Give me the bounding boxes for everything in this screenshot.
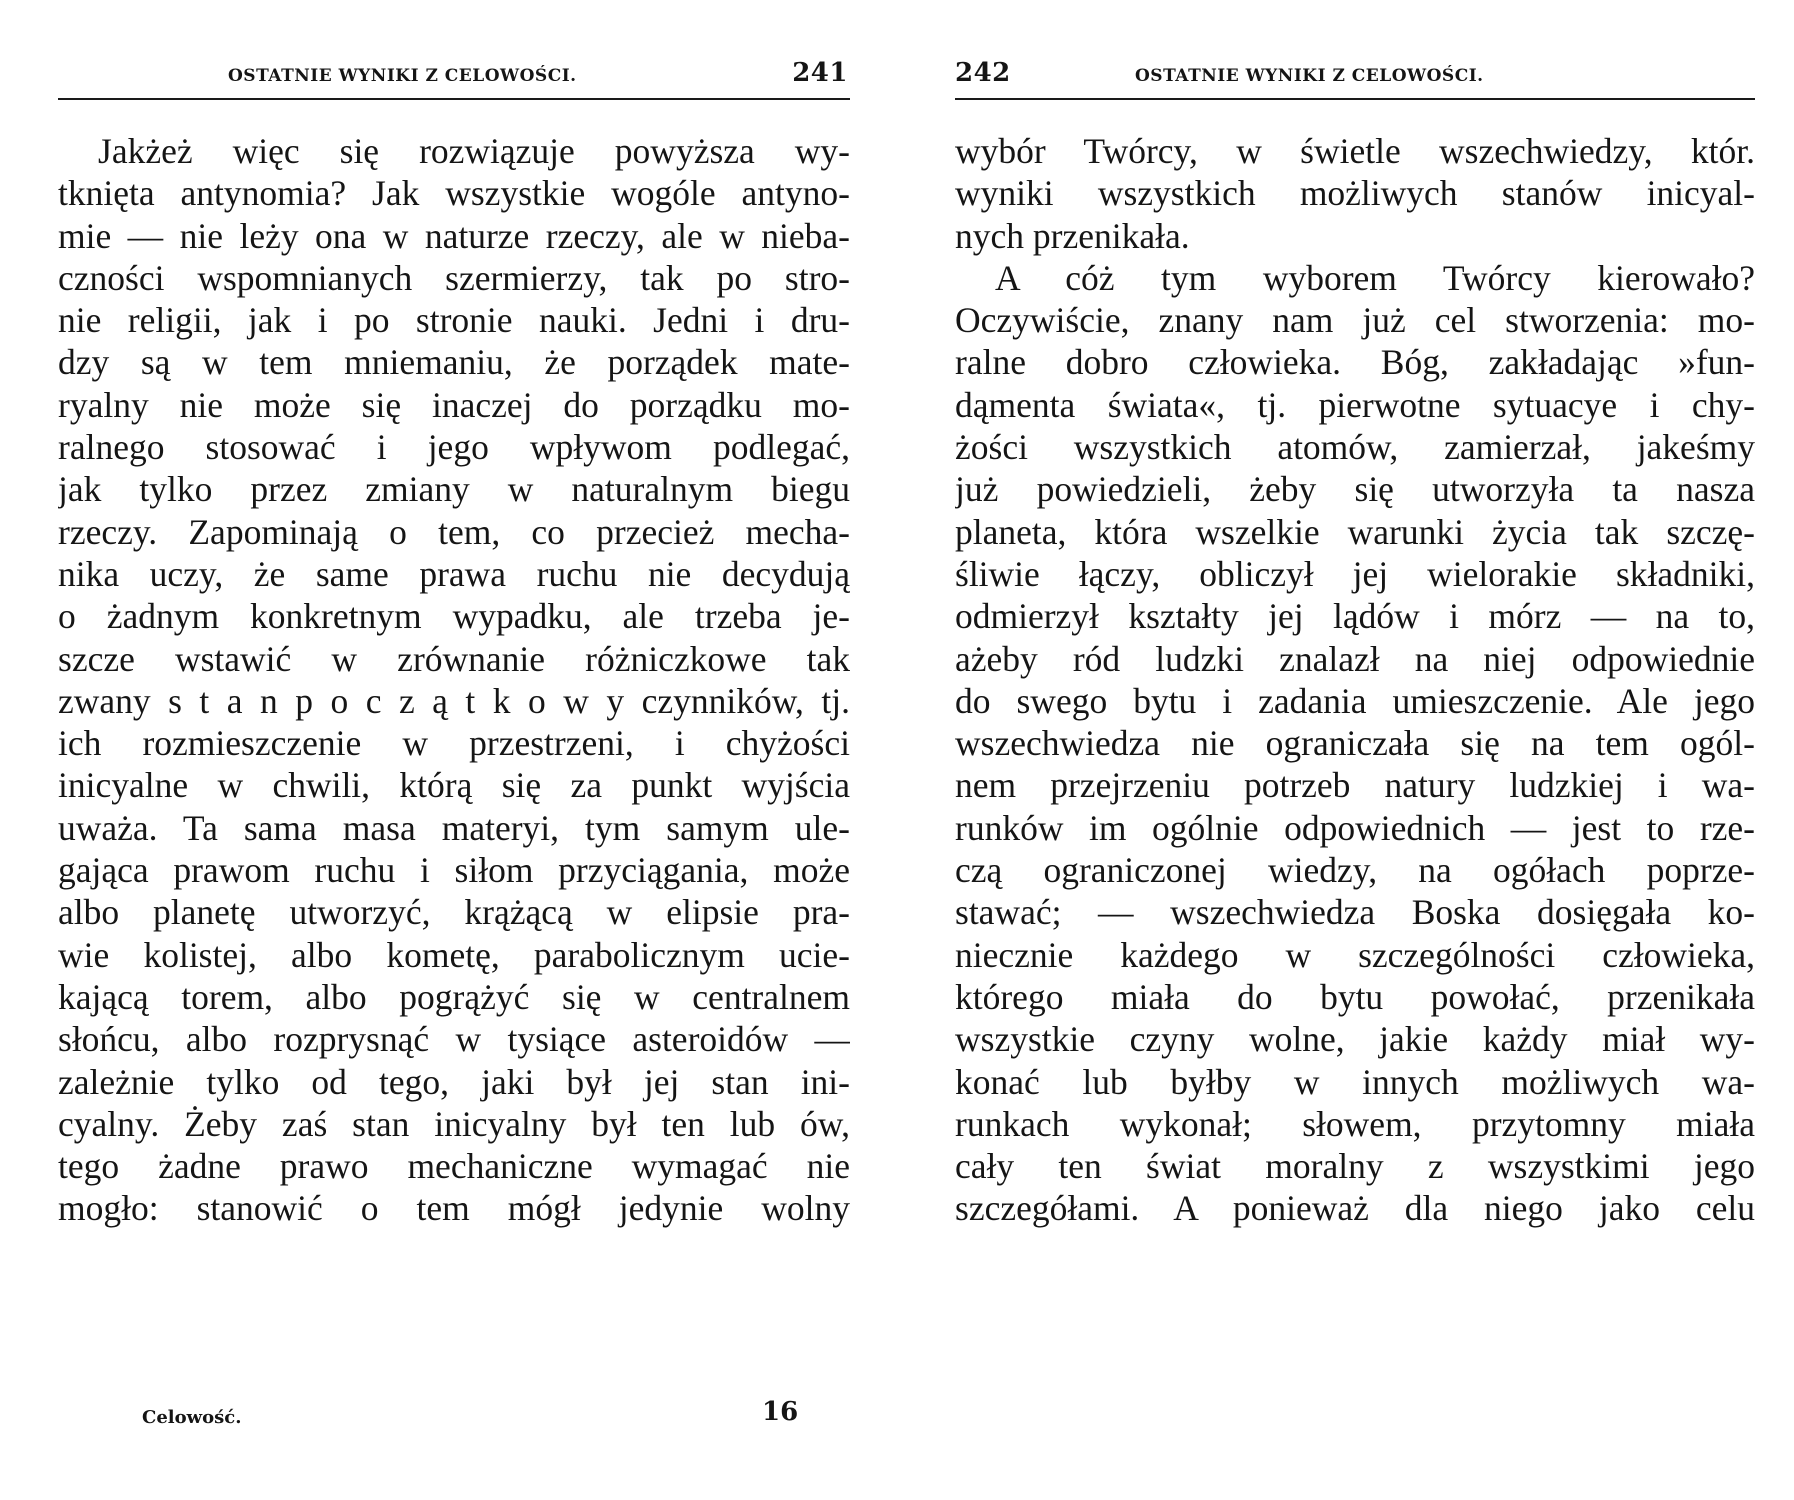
- text-line: tego żadne prawo mechaniczne wymagać nie: [58, 1146, 850, 1187]
- text-line: ralne dobro człowieka. Bóg, zakładając »fun-: [955, 342, 1755, 383]
- text-line: czności wspomnianych szermierzy, tak po stro-: [58, 257, 850, 298]
- text-line: nem przejrzeniu potrzeb natury ludzkiej i wa-: [955, 765, 1755, 806]
- text-line: uważa. Ta sama masa materyi, tym samym ule-: [58, 807, 850, 848]
- text-line: dąmenta świata«, tj. pierwotne sytuacye i chy-: [955, 384, 1755, 425]
- text-line: inicyalne w chwili, którą się za punkt wyjścia: [58, 765, 850, 806]
- text-line: Jakżeż więc się rozwiązuje powyższa wy-: [98, 131, 850, 171]
- text-line: szczegółami. A ponieważ dla niego jako celu: [955, 1188, 1755, 1229]
- text-line: wyniki wszystkich możliwych stanów inicyal-: [955, 173, 1755, 214]
- text-line: gająca prawom ruchu i siłom przyciągania, może: [58, 850, 850, 891]
- right-body-text: [955, 130, 1755, 1230]
- text-line: albo planetę utworzyć, krążącą w elipsie pra-: [58, 892, 850, 933]
- footer-signature: Celowość.: [142, 1407, 242, 1428]
- right-running-head: [955, 52, 1755, 92]
- text-line: konać lub byłby w innych możliwych wa-: [955, 1061, 1755, 1102]
- text-line: stawać; — wszechwiedza Boska dosięgała ko-: [955, 892, 1755, 933]
- left-running-title: OSTATNIE WYNIKI Z CELOWOŚCI.: [228, 66, 577, 86]
- text-line: niecznie każdego w szczególności człowieka,: [955, 934, 1755, 975]
- text-line: zwany s t a n p o c z ą t k o w y czynników, tj.: [58, 680, 850, 721]
- text-line: ich rozmieszczenie w przestrzeni, i chyżości: [58, 723, 850, 764]
- text-line: szcze wstawić w zrównanie różniczkowe tak: [58, 638, 850, 679]
- text-line: planeta, która wszelkie warunki życia tak szczę-: [955, 511, 1755, 552]
- text-line: nika uczy, że same prawa ruchu nie decydują: [58, 553, 850, 594]
- text-line: którego miała do bytu powołać, przenikała: [955, 976, 1755, 1017]
- left-header-rule: [58, 98, 850, 100]
- text-line: cyalny. Żeby zaś stan inicyalny był ten lub ów,: [58, 1103, 850, 1144]
- right-header-rule: [955, 98, 1755, 100]
- text-line: nie religii, jak i po stronie nauki. Jedni i dru-: [58, 300, 850, 341]
- text-line: wszechwiedza nie ograniczała się na tem ogól-: [955, 723, 1755, 764]
- text-line: słońcu, albo rozprysnąć w tysiące asteroidów —: [58, 1019, 850, 1060]
- text-line: do swego bytu i zadania umieszczenie. Ale jego: [955, 680, 1755, 721]
- left-footer: [92, 1397, 799, 1437]
- text-line: nych przenikała.: [955, 215, 1190, 256]
- text-line: dzy są w tem mniemaniu, że porządek mate-: [58, 342, 850, 383]
- left-running-head: [58, 52, 850, 92]
- footer-sheet-number: 16: [762, 1397, 799, 1427]
- text-line: ralnego stosować i jego wpływom podlegać,: [58, 427, 850, 468]
- text-line: mie — nie leży ona w naturze rzeczy, ale w nieba-: [58, 215, 850, 256]
- text-line: śliwie łączy, obliczył jej wielorakie składniki,: [955, 553, 1755, 594]
- right-page-number: 242: [955, 58, 1011, 88]
- left-page-number: 241: [792, 58, 848, 88]
- text-line: jak tylko przez zmiany w naturalnym biegu: [58, 469, 850, 510]
- left-page: [58, 52, 850, 1230]
- text-line: wszystkie czyny wolne, jakie każdy miał wy-: [955, 1019, 1755, 1060]
- right-running-title: OSTATNIE WYNIKI Z CELOWOŚCI.: [1135, 66, 1484, 86]
- text-line: tknięta antynomia? Jak wszystkie wogóle antyno-: [58, 173, 850, 214]
- text-line: cały ten świat moralny z wszystkimi jego: [955, 1146, 1755, 1187]
- text-line: wybór Twórcy, w świetle wszechwiedzy, któr.: [955, 131, 1755, 171]
- text-line: ażeby ród ludzki znalazł na niej odpowiednie: [955, 638, 1755, 679]
- text-line: żości wszystkich atomów, zamierzał, jakeśmy: [955, 427, 1755, 468]
- right-page: [955, 52, 1755, 1230]
- text-line: wie kolistej, albo kometę, parabolicznym ucie-: [58, 934, 850, 975]
- text-line: o żadnym konkretnym wypadku, ale trzeba je-: [58, 596, 850, 637]
- text-line: kającą torem, albo pogrążyć się w centralnem: [58, 976, 850, 1017]
- text-line: już powiedzieli, żeby się utworzyła ta nasza: [955, 469, 1755, 510]
- text-line: odmierzył kształty jej lądów i mórz — na to,: [955, 596, 1755, 637]
- text-line: zależnie tylko od tego, jaki był jej stan ini-: [58, 1061, 850, 1102]
- text-line: ryalny nie może się inaczej do porządku mo-: [58, 384, 850, 425]
- left-body-text: [58, 130, 850, 1230]
- text-line: mogło: stanowić o tem mógł jedynie wolny: [58, 1188, 850, 1229]
- text-line: Oczywiście, znany nam już cel stworzenia: mo-: [955, 300, 1755, 341]
- text-line: runków im ogólnie odpowiednich — jest to rze-: [955, 807, 1755, 848]
- text-line: czą ograniczonej wiedzy, na ogółach poprze-: [955, 850, 1755, 891]
- text-line: runkach wykonał; słowem, przytomny miała: [955, 1103, 1755, 1144]
- text-line: rzeczy. Zapominają o tem, co przecież mecha-: [58, 511, 850, 552]
- text-line: A cóż tym wyborem Twórcy kierowało?: [995, 257, 1755, 298]
